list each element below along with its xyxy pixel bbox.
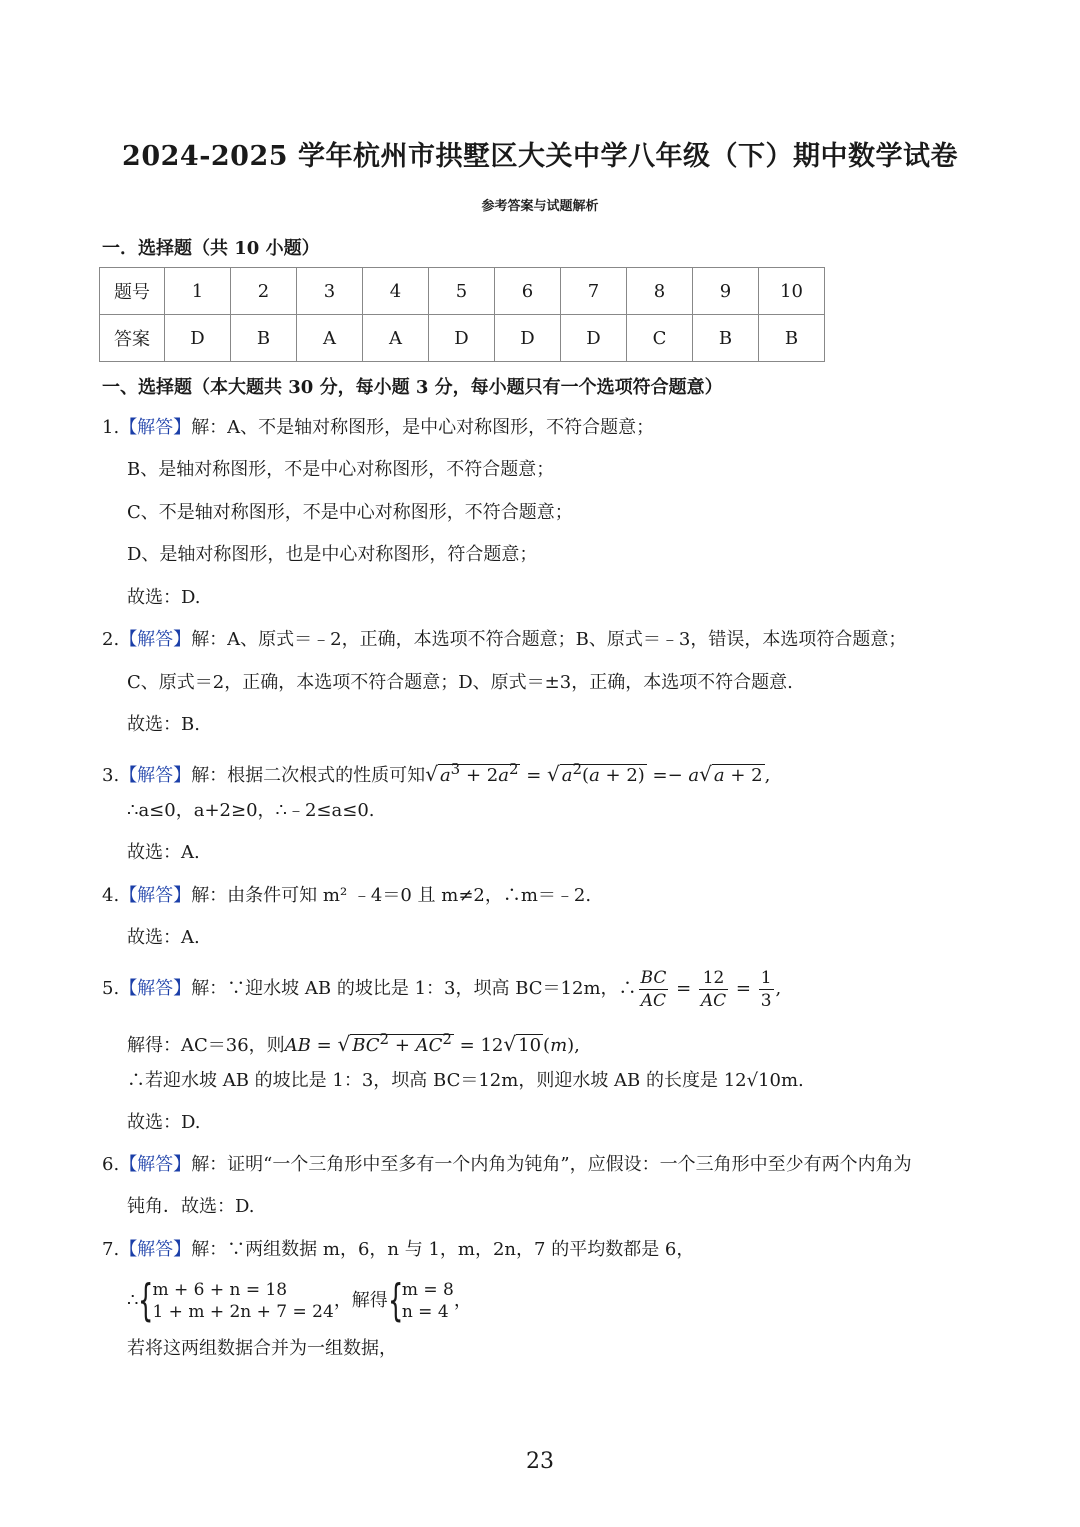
q5-line-1 [102,965,781,1013]
answer-table [99,267,825,362]
q2-text: 解：A、原式＝﹣2，正确，本选项不符合题意；B、原式＝﹣3，错误，本选项符合题意； [191,629,907,650]
q4-text: 解：由条件可知 m² ﹣4＝0 且 m≠2，∴m＝﹣2. [191,885,592,906]
table-cell: B [759,315,825,362]
q5-line-3: ∴若迎水坡 AB 的坡比是 1：3，坝高 BC＝12m，则迎水坡 AB 的长度是 12√10m. [127,1070,804,1091]
question-number: 7. [102,1239,120,1260]
table-cell: 5 [429,268,495,315]
q2-line-2: C、原式＝2，正确，本选项不符合题意；D、原式＝±3，正确，本选项不符合题意. [127,672,793,693]
subtitle: 参考答案与试题解析 [481,199,599,214]
answer-tag: 【解答】 [119,885,192,906]
q5-ab-formula: AB = √ $BC^2 + AC^2 = 12√$ 10 (m), [284,1030,580,1056]
table-cell: A [297,315,363,362]
table-cell: 2 [231,268,297,315]
q1-text: 解：A、不是轴对称图形，是中心对称图形，不符合题意； [191,417,655,438]
table-cell: A [363,315,429,362]
question-number: 1. [102,417,120,438]
table-row [100,268,825,315]
q5-text-2: 解得：AC＝36，则 [127,1035,285,1056]
answer-tag: 【解答】 [119,978,192,999]
answer-tag: 【解答】 [119,417,192,438]
q6-line-1 [102,1152,912,1178]
table-cell: 9 [693,268,759,315]
table-cell: 8 [627,268,693,315]
question-number: 4. [102,885,120,906]
q5-line-4: 故选：D. [127,1112,201,1133]
q3-formula: √ $a^3 + 2a^2$ = √ $a^2(a + 2) =- a√$ a + 2 , [425,760,771,786]
table-cell: D [429,315,495,362]
question-number: 6. [102,1154,120,1175]
answer-tag: 【解答】 [119,765,192,786]
equation-system-1: { m + 6 + n = 18 1 + m + 2n + 7 = 24 [138,1275,334,1326]
question-number: 3. [102,765,120,786]
answer-tag: 【解答】 [119,1239,192,1260]
q3-line-2: ∴a≤0，a+2≥0，∴﹣2≤a≤0. [127,800,375,821]
q7-line-2: ∴ { m + 6 + n = 18 1 + m + 2n + 7 = 24 ，解得 { m = 8 n = 4 ， [127,1275,472,1326]
solve-text: ，解得 [333,1290,388,1311]
table-cell: 1 [165,268,231,315]
equation-system-2: { m = 8 n = 4 [387,1275,454,1326]
q1-line-4: D、是轴对称图形，也是中心对称图形，符合题意； [127,544,538,565]
question-number: 2. [102,629,120,650]
table-cell: 答案 [100,315,165,362]
answer-tag: 【解答】 [119,1154,192,1175]
q3-text: 解：根据二次根式的性质可知 [191,765,426,786]
table-cell: 6 [495,268,561,315]
table-cell: 3 [297,268,363,315]
q1-line-5: 故选：D. [127,587,201,608]
q6-line-2: 钝角．故选：D. [127,1196,255,1217]
table-cell: B [693,315,759,362]
q4-line-2: 故选：A. [127,927,200,948]
table-cell: C [627,315,693,362]
table-cell: 4 [363,268,429,315]
table-cell: B [231,315,297,362]
table-cell: D [561,315,627,362]
table-cell: 题号 [100,268,165,315]
therefore-symbol: ∴ [127,1290,139,1311]
question-number: 5. [102,978,120,999]
q2-line-3: 故选：B. [127,714,200,735]
q5-ratio-formula: $\frac{BC}{AC}$ = $\frac{12}{AC}$ = $\frac{1}{3}$ , [640,967,782,1011]
equation: 1 + m + 2n + 7 = 24 [152,1302,334,1322]
table-cell: 7 [561,268,627,315]
q1-line-2: B、是轴对称图形，不是中心对称图形，不符合题意； [127,459,555,480]
section-heading-2: 一、选择题（本大题共 30 分，每小题 3 分，每小题只有一个选项符合题意） [102,377,723,398]
equation: m + 6 + n = 18 [152,1280,288,1300]
table-cell: 10 [759,268,825,315]
page-number: 23 [526,1449,554,1474]
table-cell: D [495,315,561,362]
q1-line-1 [102,415,654,441]
q5-text: 解：∵迎水坡 AB 的坡比是 1：3，坝高 BC＝12m，∴ [191,978,637,999]
q1-line-3: C、不是轴对称图形，不是中心对称图形，不符合题意； [127,502,573,523]
page-title: 2024-2025 学年杭州市拱墅区大关中学八年级（下）期中数学试卷 [122,141,958,172]
table-cell: D [165,315,231,362]
table-row [100,315,825,362]
q7-line-1 [102,1237,694,1263]
answer-tag: 【解答】 [119,629,192,650]
q3-line-1 [102,756,770,789]
q5-line-2 [127,1026,580,1059]
q3-line-3: 故选：A. [127,842,200,863]
q6-text: 解：证明“一个三角形中至多有一个内角为钝角”，应假设：一个三角形中至少有两个内角为 [191,1154,912,1175]
q7-text: 解：∵两组数据 m，6，n 与 1，m，2n，7 的平均数都是 6， [191,1239,695,1260]
q7-line-3: 若将这两组数据合并为一组数据， [127,1338,397,1359]
q4-line-1 [102,883,591,909]
q2-line-1 [102,627,906,653]
equation: n = 4 [401,1302,449,1322]
section-heading-1: 一．选择题（共 10 小题） [102,238,320,259]
equation: m = 8 [401,1280,454,1300]
